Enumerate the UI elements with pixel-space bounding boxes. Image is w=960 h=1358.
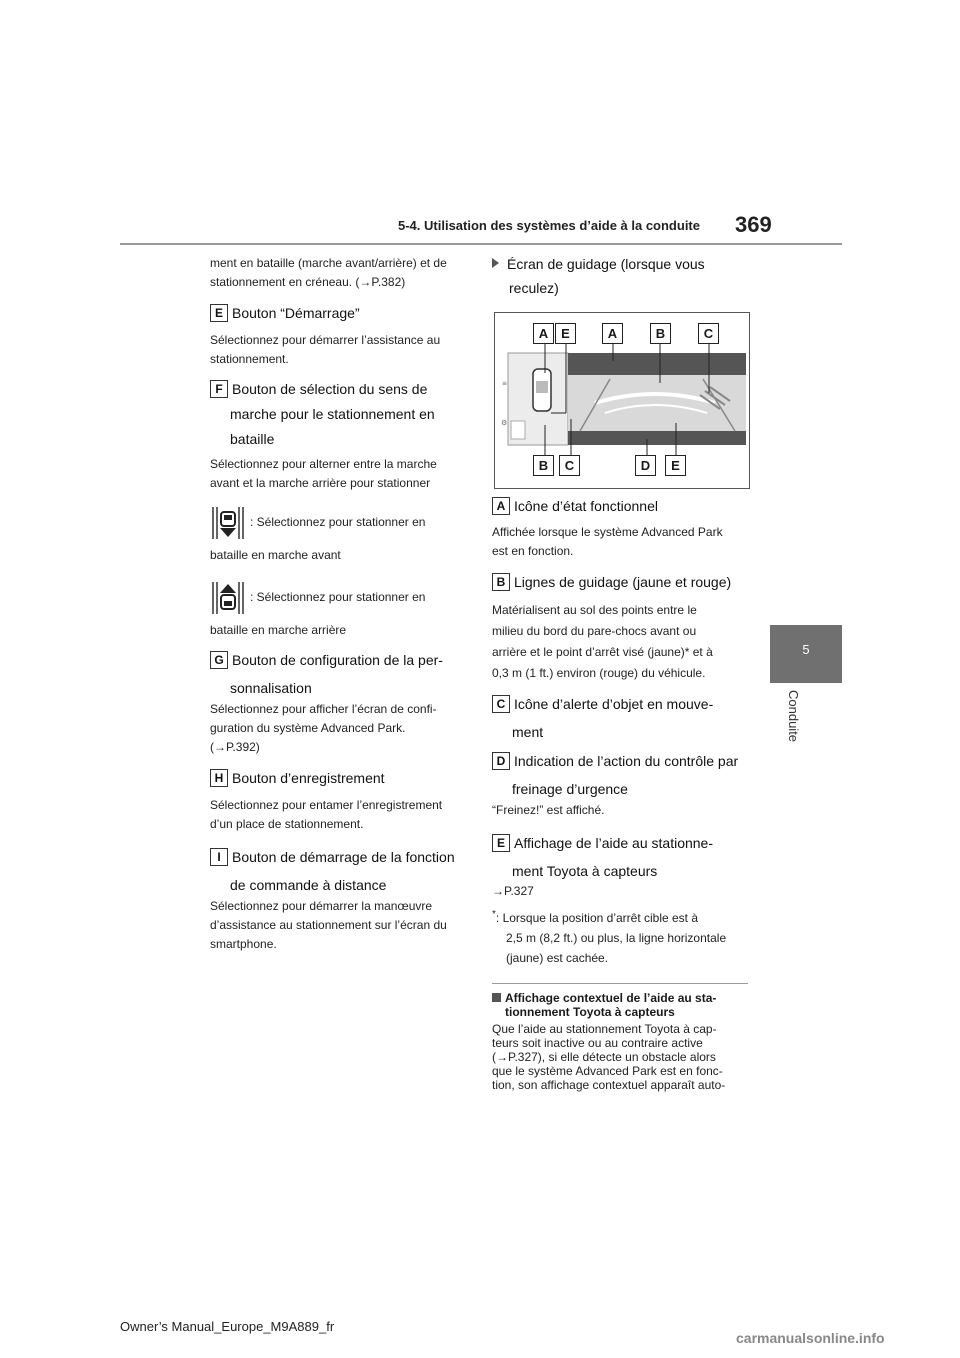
diagram-label: A [533,323,554,344]
letter-badge: I [210,848,228,866]
page-number: 369 [735,212,772,237]
item-f-title: F Bouton de sélection du sens de marche pour le stationnement en bataille [210,377,480,452]
letter-badge: H [210,769,228,787]
chapter-label: Conduite [786,690,801,743]
item-f-text: Sélectionnez pour alterner entre la marche avant et la marche arrière pour stationner [210,457,437,490]
item-a-text: Affichée lorsque le système Advanced Park est en fonction. [492,525,723,558]
item-i-text: Sélectionnez pour démarrer la manœuvre d’assistance au stationnement sur l’écran du smartphone. [210,899,447,951]
letter-badge: D [492,752,510,770]
diagram-label: C [559,455,580,476]
item-e-title: E Bouton “Démarrage” [210,301,480,325]
svg-text:⚙: ⚙ [501,419,508,427]
item-b-title: B Lignes de guidage (jaune et rouge) [492,570,762,594]
letter-badge: E [210,304,228,322]
svg-text:≡: ≡ [502,380,508,387]
item-d-text: “Freinez!” est affiché. [492,803,605,817]
square-bullet-icon [492,993,501,1002]
item-a-title: A Icône d’état fonctionnel [492,494,762,518]
section-rule [492,983,748,984]
icon-forward-text: bataille en marche avant [210,548,341,562]
item-i-title: I Bouton de démarrage de la fonction de commande à distance [210,843,480,899]
diagram-label: B [533,455,554,476]
icon-reverse-text: bataille en marche arrière [210,623,347,637]
item-d-title: D Indication de l’action du contrôle par freinage d’urgence [492,747,762,803]
icon-reverse-row: : Sélectionnez pour stationner en [210,581,472,615]
screen-title: Écran de guidage (lorsque vous reculez) [492,252,762,300]
diagram-label: E [555,323,576,344]
icon-forward-row: : Sélectionnez pour stationner en [210,506,472,540]
header-rule [120,243,842,245]
park-reverse-icon [210,581,246,615]
watermark: carmanualsonline.info [736,1330,885,1346]
item-e2-title: E Affichage de l’aide au stationne- ment Toyota à capteurs [492,829,762,885]
footnote: *: Lorsque la position d’arrêt cible est à 2,5 m (8,2 ft.) ou plus, la ligne horizontale (jaune) est cachée. [492,909,727,965]
chapter-number: 5 [802,642,810,657]
letter-badge: E [492,834,510,852]
item-g-title: G Bouton de configuration de la per- sonnalisation [210,646,480,702]
item-h-text: Sélectionnez pour entamer l’enregistrement d’un place de stationnement. [210,798,443,831]
diagram-label: B [650,323,671,344]
letter-badge: C [492,695,510,713]
section-text: Que l’aide au stationnement Toyota à cap- teurs soit inactive ou au contraire active (→P.327), si elle détecte un obstacle alors que le système Advanced Park est en fonc- tion, son affichage contextuel apparaît auto- [492,1022,726,1092]
letter-badge: G [210,651,228,669]
item-g-text: Sélectionnez pour afficher l’écran de confi- guration du système Advanced Park. (→P.392) [210,702,437,754]
section-title: Affichage contextuel de l’aide au sta- tionnement Toyota à capteurs [492,991,754,1019]
letter-badge: B [492,573,510,591]
item-h-title: H Bouton d’enregistrement [210,766,480,790]
diagram-label: D [635,455,656,476]
header-title: 5-4. Utilisation des systèmes d’aide à la conduite [398,218,700,233]
footer-text: Owner’s Manual_Europe_M9A889_fr [120,1319,335,1334]
item-b-text: Matérialisent au sol des points entre le milieu du bord du pare-chocs avant ou arrière et le point d’arrêt visé (jaune)* et à 0,3 m (1 ft.) environ (rouge) du véhicule. [492,603,713,680]
item-c-title: C Icône d’alerte d’objet en mouve- ment [492,690,762,746]
letter-badge: F [210,380,228,398]
intro-text: ment en bataille (marche avant/arrière) et de stationnement en créneau. (→P.382) [210,256,447,289]
arrow-bullet-icon [492,258,499,268]
diagram-label: E [665,455,686,476]
diagram-label: A [602,323,623,344]
park-forward-icon [210,506,246,540]
letter-badge: A [492,497,510,515]
guidance-screen-diagram [494,312,750,489]
item-e-text: Sélectionnez pour démarrer l’assistance au stationnement. [210,333,441,366]
diagram-label: C [698,323,719,344]
item-e2-text: →P.327 [492,884,534,898]
